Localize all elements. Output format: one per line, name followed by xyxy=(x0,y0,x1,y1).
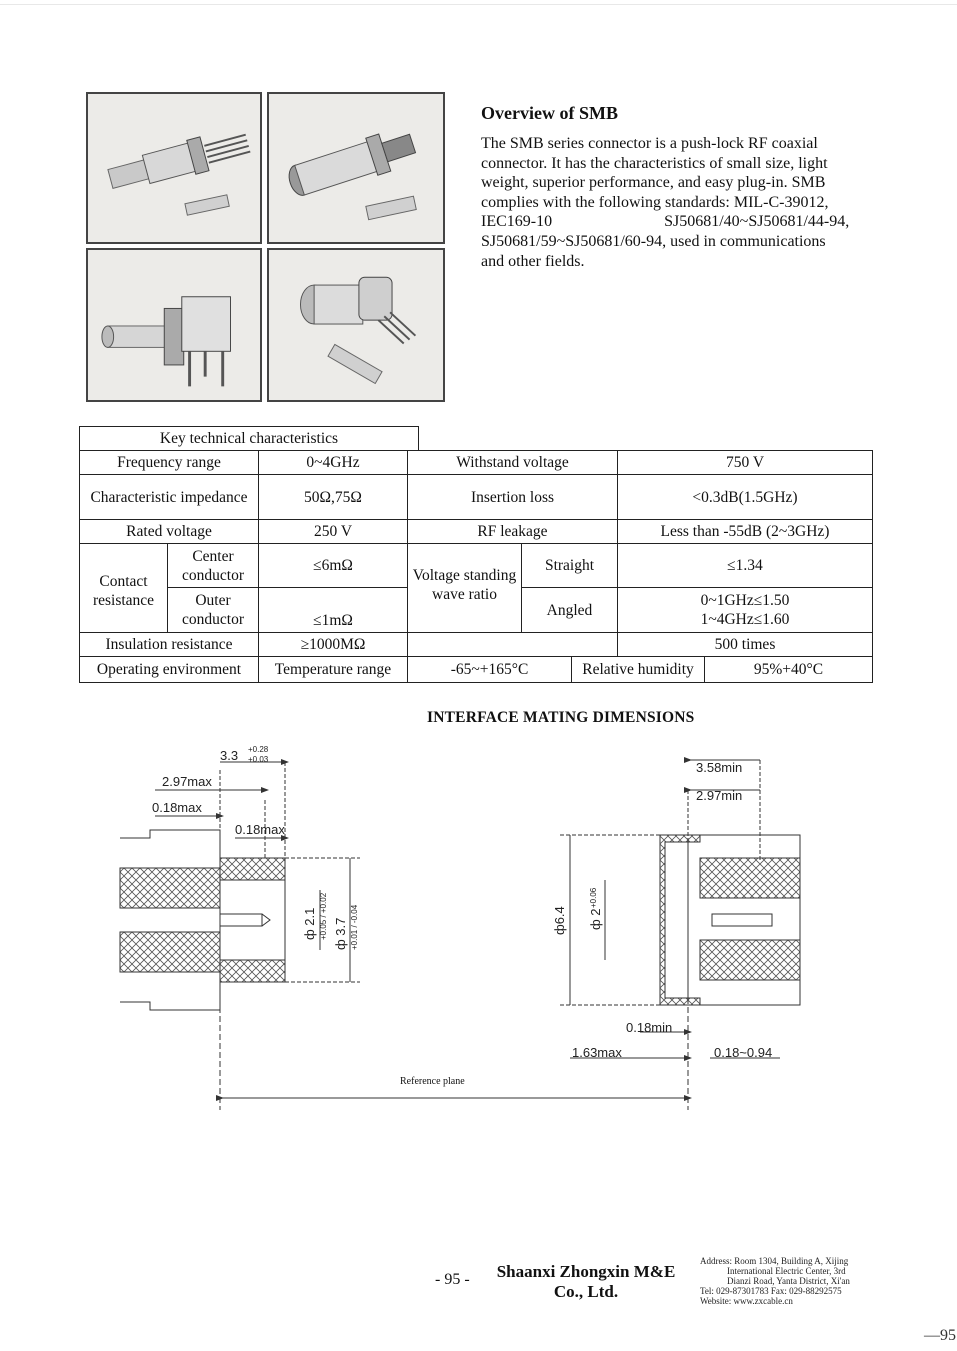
insertion-value: <0.3dB(1.5GHz) xyxy=(617,474,873,520)
dim-d3-7: ф 3.7 xyxy=(333,917,348,950)
pcb-jack-image xyxy=(88,250,260,400)
dim-2-97min: 2.97min xyxy=(696,788,743,803)
straight-value: ≤1.34 xyxy=(617,543,873,588)
dim-d2: ф 2 xyxy=(588,908,603,930)
top-rule xyxy=(0,4,957,5)
angled-label: Angled xyxy=(521,587,618,633)
dim-1-63max: 1.63max xyxy=(572,1045,622,1060)
dim-3-3-tol-down: +0.03 xyxy=(248,755,269,764)
overview-line: The SMB series connector is a push-lock RF coaxial xyxy=(481,135,818,152)
withstand-label: Withstand voltage xyxy=(407,450,618,475)
angled-value-low: 0~1GHz≤1.50 xyxy=(700,592,790,609)
freq-value: 0~4GHz xyxy=(258,450,408,475)
impedance-value: 50Ω,75Ω xyxy=(258,474,408,520)
center-label: Center conductor xyxy=(167,543,259,588)
address-line: Address: Room 1304, Building A, Xijing xyxy=(700,1256,849,1266)
durability-value: 500 times xyxy=(617,632,873,657)
dim-3-58min: 3.58min xyxy=(696,760,743,775)
temp-value: -65~+165°C xyxy=(407,656,572,683)
leakage-value: Less than -55dB (2~3GHz) xyxy=(617,519,873,544)
company-name xyxy=(494,1262,678,1302)
insulation-label: Insulation resistance xyxy=(79,632,259,657)
dim-d2-1-tol: +0.05 / +0.02 xyxy=(319,892,328,940)
angled-value-high: 1~4GHz≤1.60 xyxy=(700,611,790,628)
photo-angled-plug xyxy=(267,248,445,402)
dim-d6-4: ф6.4 xyxy=(552,906,567,935)
overview-line: and other fields. xyxy=(481,252,585,270)
table-caption: Key technical characteristics xyxy=(79,426,419,451)
website: Website: www.zxcable.cn xyxy=(700,1296,793,1306)
vswr-label: Voltage standing wave ratio xyxy=(407,543,522,633)
straight-plug-image xyxy=(88,94,260,242)
operating-label: Operating environment xyxy=(79,656,259,683)
overview-standard: SJ50681/40~SJ50681/44-94, xyxy=(664,213,850,231)
overview-line: IEC169-10 SJ50681/40~SJ50681/44-94, xyxy=(481,213,850,231)
company-address xyxy=(700,1256,850,1306)
humidity-value: 95%+40°C xyxy=(704,656,873,683)
outer-value: ≤1mΩ xyxy=(258,587,408,633)
dim-3-3: 3.3 xyxy=(220,748,239,763)
dim-d2-tol: +0.06 xyxy=(589,887,598,908)
company-name-line-1: Shaanxi Zhongxin M&E xyxy=(496,1262,676,1281)
overview-line: complies with the following standards: MIL-C-39012, xyxy=(481,193,829,211)
angled-plug-image xyxy=(269,250,443,400)
leakage-label: RF leakage xyxy=(407,519,618,544)
dim-0-18max-b: 0.18max xyxy=(235,822,285,837)
tel-fax: Tel: 029-87301783 Fax: 029-88292575 xyxy=(700,1286,842,1296)
rated-value: 250 V xyxy=(258,519,408,544)
dim-d2-1: ф 2.1 xyxy=(302,907,317,940)
address-line: Dianzi Road, Yanta District, Xi'an xyxy=(727,1276,850,1286)
overview-line: weight, superior performance, and easy plug-in. SMB xyxy=(481,174,826,192)
straight-jack-image xyxy=(269,94,443,242)
corner-page-number: —95 xyxy=(924,1327,956,1344)
photo-pcb-jack xyxy=(86,248,262,402)
dim-2-97max: 2.97max xyxy=(162,774,212,789)
angled-value xyxy=(617,587,873,633)
straight-label: Straight xyxy=(521,543,618,588)
rated-label: Rated voltage xyxy=(79,519,259,544)
freq-label: Frequency range xyxy=(79,450,259,475)
photo-straight-plug xyxy=(86,92,262,244)
diagram-title: INTERFACE MATING DIMENSIONS xyxy=(427,709,695,726)
insertion-label: Insertion loss xyxy=(407,474,618,520)
dim-0-18-0-94: 0.18~0.94 xyxy=(714,1045,773,1060)
withstand-value: 750 V xyxy=(617,450,873,475)
overview-line: SJ50681/59~SJ50681/60-94, used in communications xyxy=(481,232,826,250)
dim-3-3-tol-up: +0.28 xyxy=(248,745,269,754)
temp-label: Temperature range xyxy=(258,656,408,683)
reference-plane-label: Reference plane xyxy=(400,1076,465,1087)
center-value: ≤6mΩ xyxy=(258,543,408,588)
overview-paragraph xyxy=(481,134,868,271)
insulation-value: ≥1000MΩ xyxy=(258,632,408,657)
outer-label: Outer conductor xyxy=(167,587,259,633)
address-line: International Electric Center, 3rd xyxy=(727,1266,846,1276)
contact-label: Contact resistance xyxy=(79,543,168,633)
humidity-label: Relative humidity xyxy=(571,656,705,683)
dim-0-18max-a: 0.18max xyxy=(152,800,202,815)
overview-title: Overview of SMB xyxy=(481,103,618,123)
photo-straight-jack xyxy=(267,92,445,244)
impedance-label: Characteristic impedance xyxy=(79,474,259,520)
dim-d3-7-tol: +0.01 / -0.04 xyxy=(350,904,359,950)
company-name-line-2: Co., Ltd. xyxy=(553,1282,619,1301)
dim-0-18min: 0.18min xyxy=(626,1020,673,1035)
blank-cell xyxy=(407,632,618,657)
page-number: - 95 - xyxy=(435,1271,470,1288)
overview-line: connector. It has the characteristics of small size, light xyxy=(481,154,828,172)
mating-dimensions-drawing xyxy=(100,740,860,1120)
